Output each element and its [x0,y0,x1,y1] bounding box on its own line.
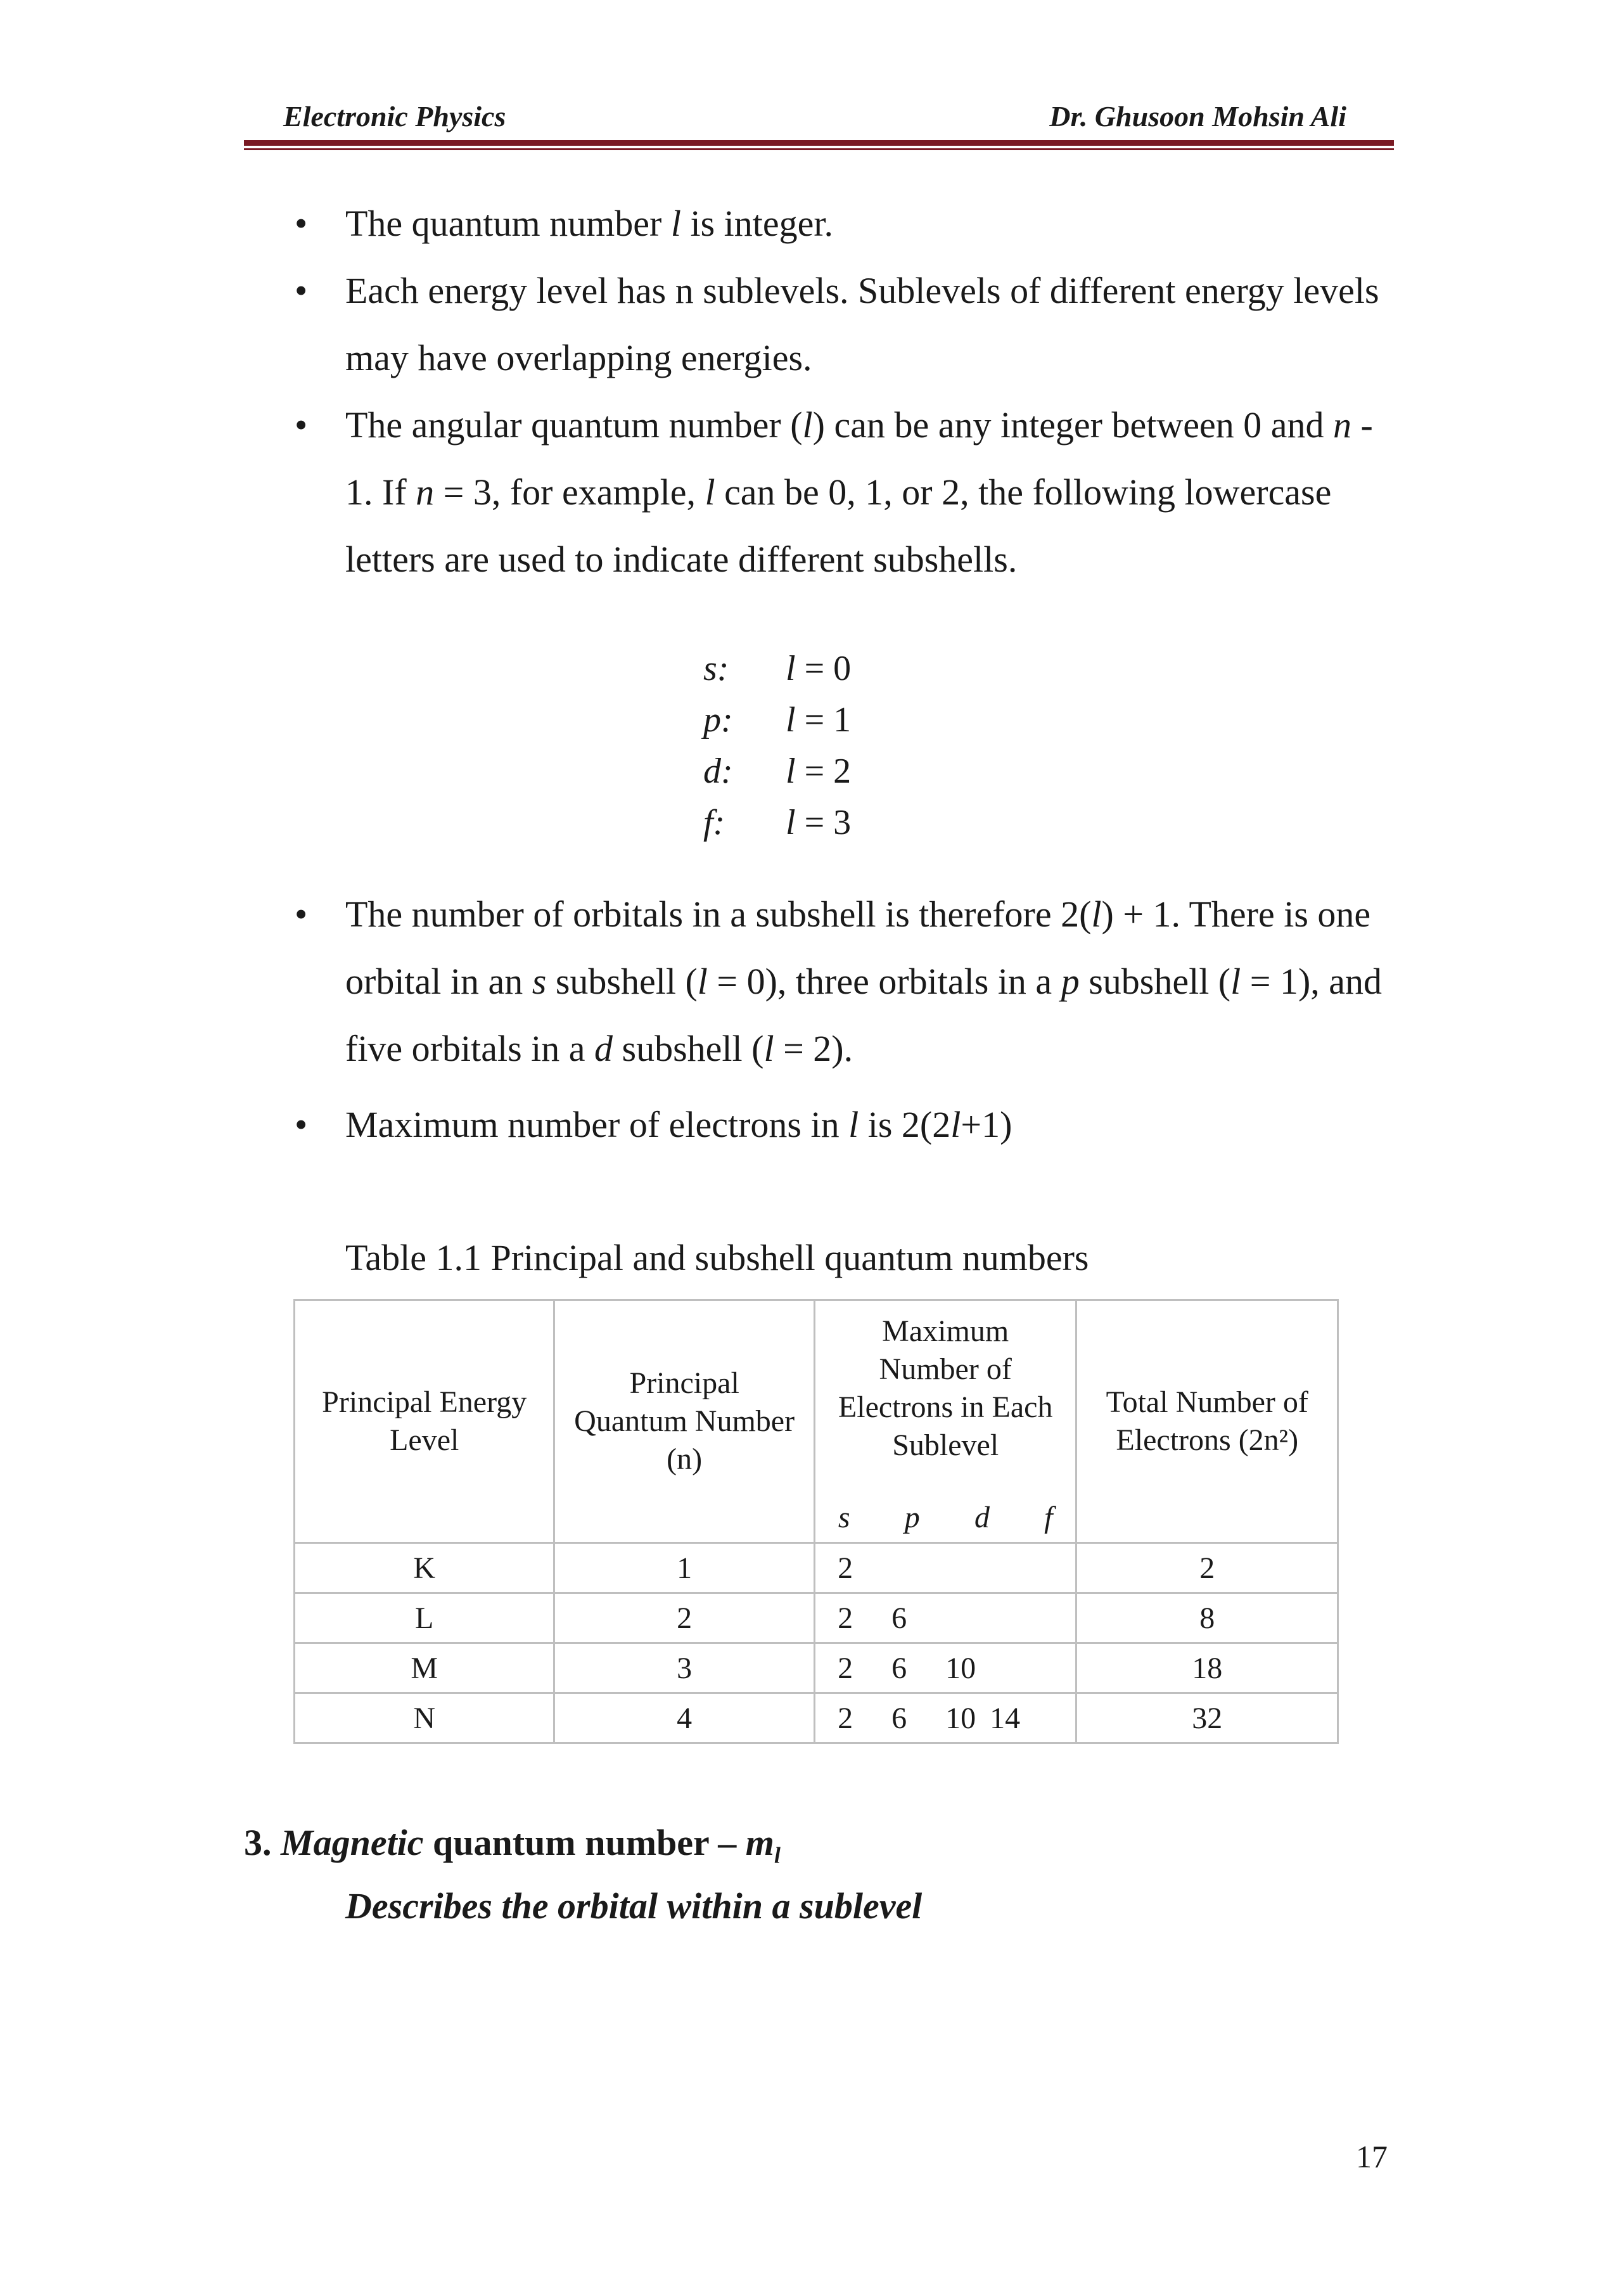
subshell-value [786,695,912,746]
bullet-text [345,190,1397,257]
table-caption: Table 1.1 Principal and subshell quantum numbers [345,1237,1089,1278]
header-course-title: Electronic Physics [283,100,506,132]
italic-run: l [1230,961,1241,1002]
cell-s: 2 [838,1551,853,1585]
subshell-list [703,643,912,849]
header-line: Sublevel [892,1428,999,1462]
cell-n: 4 [554,1693,814,1743]
bullet-list-bottom [282,881,1397,1158]
text-run: subshell ( [1079,961,1231,1002]
italic-run: l [786,803,796,842]
italic-run: l [1091,894,1102,935]
cell-f [990,1601,1044,1636]
cell-f: 14 [990,1701,1021,1735]
text-run: subshell ( [613,1028,764,1069]
text-run: can be 0, 1, or 2, the following lowercase letters are used to indicate different subshells. [345,471,1332,580]
bullet-dot-icon: • [295,203,308,244]
bullet-text [345,1091,1397,1158]
quantum-numbers-table [293,1299,1339,1744]
header-max-electrons [814,1300,1076,1543]
cell-s: 2 [838,1601,853,1635]
cell-total: 32 [1076,1693,1338,1743]
header-line: (n) [667,1442,703,1476]
text-run: = 3 [795,803,852,842]
subshell-row [703,797,912,849]
bullet-item [282,392,1397,593]
subshell-row [703,746,912,797]
header-line: Quantum Number [574,1404,795,1438]
sublevel-labels [838,1499,1053,1537]
italic-run: n [1332,404,1351,446]
sublevel-label: p [904,1501,920,1534]
cell-s: 2 [838,1651,853,1685]
table-header-row [295,1300,1338,1543]
bullet-item [282,190,1397,257]
subshell-letter: d: [703,752,733,791]
cell-level: L [295,1593,554,1643]
italic-run: l [848,1104,859,1145]
bullet-text [345,392,1397,593]
cell-sublevels [814,1593,1076,1643]
cell-p: 6 [891,1701,907,1735]
italic-run: d [594,1028,613,1069]
header-line: Principal [629,1366,739,1400]
text-run: ) can be any integer between 0 and [812,404,1333,446]
text-run: = 0), three orbitals in a [707,961,1061,1002]
bullet-dot-icon: • [295,270,308,311]
text-run: Each energy level has n sublevels. Sublevels of different energy levels may have overlapping energies. [345,270,1379,378]
text-run: +1) [961,1104,1012,1145]
cell-n: 3 [554,1643,814,1693]
subshell-letter: p: [703,700,733,740]
section-title: quantum number – [433,1822,746,1863]
cell-s: 2 [838,1701,853,1735]
page-number: 17 [1356,2139,1388,2174]
section-heading [244,1818,781,1881]
text-run: = 1 [795,700,852,740]
cell-f [990,1651,1044,1686]
subshell-letter: f: [703,803,725,842]
cell-sublevels [814,1693,1076,1743]
sublevel-label: f [1044,1501,1053,1534]
cell-d [945,1551,990,1586]
text-run: Maximum number of electrons in [345,1104,849,1145]
italic-run: l [670,203,681,244]
bullet-text [345,257,1397,392]
cell-d [945,1601,990,1636]
bullet-dot-icon: • [295,894,308,935]
sublevel-label: d [974,1501,990,1534]
table-row [295,1543,1338,1593]
text-run: = 3, for example, [434,471,705,513]
header-line: Total Number of [1106,1385,1308,1419]
header-rule-thick [244,140,1394,146]
table-row [295,1643,1338,1693]
cell-p: 6 [891,1651,907,1685]
section-description: Describes the orbital within a sublevel [345,1885,923,1927]
italic-run: n [416,471,435,513]
text-run: - 1. If [345,404,1373,513]
bullet-dot-icon: • [295,1104,308,1145]
italic-run: s [532,961,547,1002]
text-run: subshell ( [546,961,698,1002]
page-header [244,95,1394,138]
subshell-letter: s: [703,649,729,688]
header-line: Level [390,1423,459,1457]
text-run: is 2(2 [859,1104,951,1145]
cell-p: 6 [891,1601,907,1635]
subshell-row [703,643,912,695]
italic-run: l [786,649,796,688]
italic-run: l [950,1104,961,1145]
subshell-value [786,797,912,849]
text-run: = 2). [774,1028,853,1069]
text-run: The angular quantum number ( [345,404,803,446]
header-rule-thin [244,148,1394,150]
header-quantum-number [554,1300,814,1543]
cell-f [990,1551,1044,1586]
italic-run: l [786,752,796,791]
bullet-list-top [282,190,1397,593]
header-author: Dr. Ghusoon Mohsin Ali [1049,100,1346,132]
cell-sublevels [814,1543,1076,1593]
section-symbol-subscript: l [774,1842,781,1868]
cell-n: 1 [554,1543,814,1593]
cell-level: M [295,1643,554,1693]
header-line: Number of [879,1352,1012,1386]
cell-sublevels [814,1643,1076,1693]
italic-run: l [763,1028,774,1069]
italic-run: l [786,700,796,740]
text-run: ) + 1. There is one orbital in an [345,894,1371,1002]
cell-level: N [295,1693,554,1743]
subshell-row [703,695,912,746]
italic-run: l [705,471,715,513]
subshell-value [786,643,912,695]
header-line: Electrons in Each [838,1390,1053,1424]
subshell-value [786,746,912,797]
bullet-dot-icon: • [295,404,308,446]
header-line: Maximum [882,1314,1009,1348]
text-run: The number of orbitals in a subshell is therefore 2( [345,894,1092,935]
header-energy-level [295,1300,554,1543]
table-row [295,1693,1338,1743]
table-row [295,1593,1338,1643]
cell-total: 18 [1076,1643,1338,1693]
header-total-electrons [1076,1300,1338,1543]
bullet-item [282,257,1397,392]
text-run: = 2 [795,752,852,791]
header-line: Principal Energy [322,1385,527,1419]
cell-d: 10 [945,1701,976,1735]
cell-level: K [295,1543,554,1593]
cell-d: 10 [945,1651,976,1685]
cell-p [891,1551,945,1586]
sublevel-label: s [838,1501,850,1534]
bullet-item [282,881,1397,1082]
text-run: = 0 [795,649,852,688]
italic-run: l [697,961,708,1002]
italic-run: l [802,404,813,446]
text-run: is integer. [680,203,833,244]
italic-run: p [1061,961,1080,1002]
text-run: The quantum number [345,203,671,244]
bullet-item [282,1091,1397,1158]
cell-n: 2 [554,1593,814,1643]
section-symbol: m [745,1822,774,1863]
cell-total: 8 [1076,1593,1338,1643]
bullet-text [345,881,1397,1082]
section-number: 3. [244,1822,272,1863]
section-title-emphasis: Magnetic [281,1822,424,1863]
cell-total: 2 [1076,1543,1338,1593]
text-run: = 1), and five orbitals in a [345,961,1383,1069]
header-line: Electrons (2n²) [1116,1423,1299,1457]
